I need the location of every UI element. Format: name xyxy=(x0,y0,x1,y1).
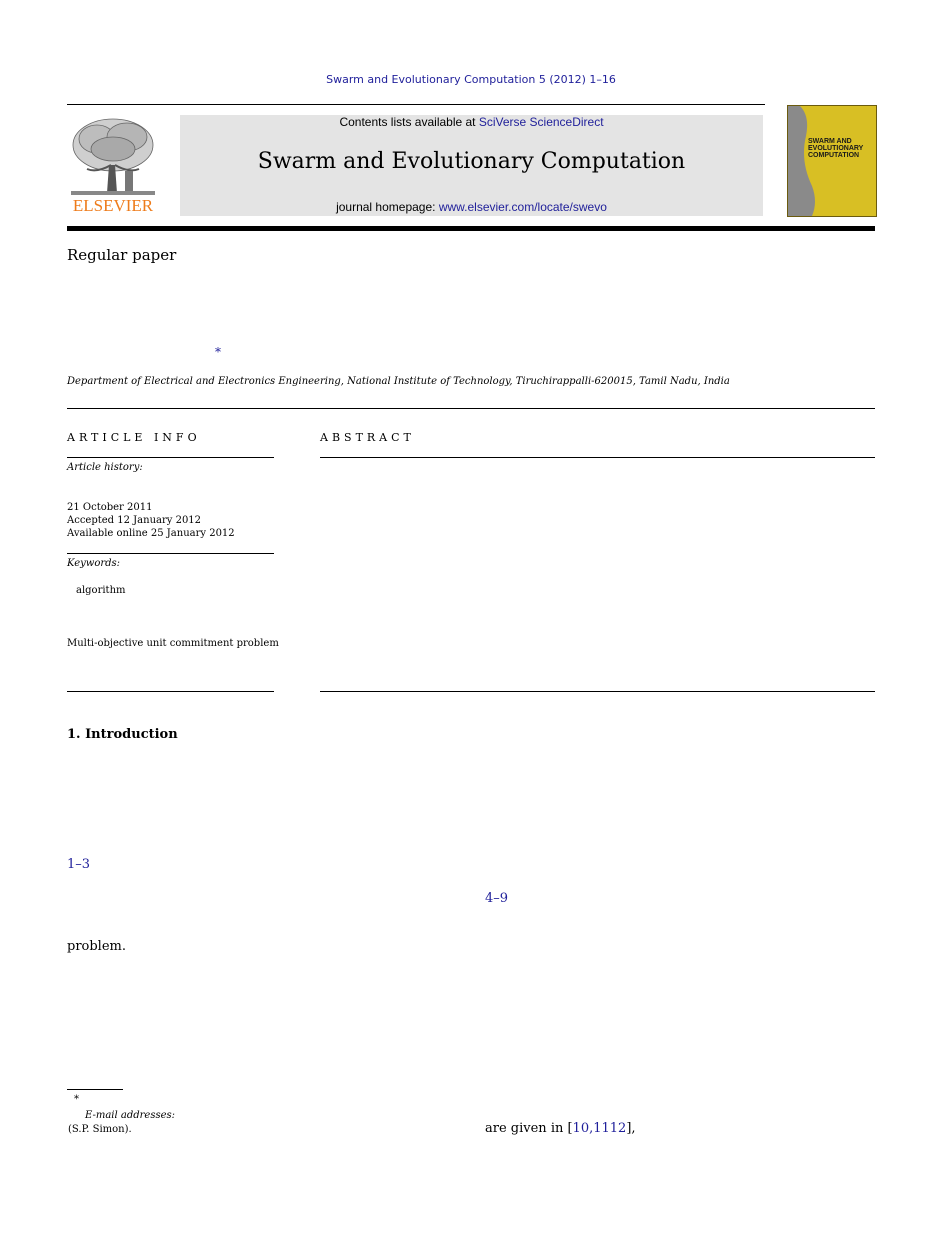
cover-title: SWARM AND EVOLUTIONARY COMPUTATION xyxy=(808,138,864,159)
reference-link[interactable]: 4–9 xyxy=(485,891,509,906)
abstract-heading: ABSTRACT xyxy=(320,431,415,444)
corresponding-author-mark[interactable]: * xyxy=(215,345,221,359)
footnote-rule xyxy=(67,1089,123,1090)
journal-citation[interactable]: Swarm and Evolutionary Computation 5 (2012) 1–16 xyxy=(326,73,616,86)
tree-logo-icon xyxy=(67,115,159,197)
keywords-label: Keywords: xyxy=(67,558,121,569)
info-heading-rule xyxy=(67,457,274,458)
elsevier-logo[interactable] xyxy=(67,115,159,216)
contents-prefix: Contents lists available at xyxy=(339,115,479,129)
header-thick-rule xyxy=(67,226,875,231)
section-heading: 1. Introduction xyxy=(67,727,178,742)
history-label: Article history: xyxy=(67,462,143,473)
info-bottom-rule xyxy=(67,691,274,692)
article-info-heading: ARTICLE INFO xyxy=(67,431,201,444)
journal-title: Swarm and Evolutionary Computation xyxy=(257,149,686,174)
footnote-mark: * xyxy=(74,1094,79,1105)
sciencedirect-link[interactable]: SciVerse ScienceDirect xyxy=(478,115,604,129)
keyword-item: algorithm xyxy=(76,585,126,596)
publisher-logo-text: ELSEVIER xyxy=(72,196,154,215)
journal-cover-image[interactable] xyxy=(787,105,877,217)
online-date: Available online 25 January 2012 xyxy=(67,528,235,539)
abstract-heading-rule xyxy=(320,457,875,458)
reference-prefix: are given in [ xyxy=(485,1121,573,1136)
homepage-link[interactable]: www.elsevier.com/locate/swevo xyxy=(438,200,607,214)
keywords-rule xyxy=(67,553,274,554)
body-text-fragment: problem. xyxy=(67,939,126,954)
contents-line xyxy=(180,115,763,129)
article-type: Regular paper xyxy=(67,246,177,264)
journal-header-box xyxy=(180,115,763,216)
homepage-line xyxy=(180,200,763,214)
cover-wave-icon xyxy=(788,106,876,216)
email-label: E-mail addresses: xyxy=(85,1110,176,1121)
header-top-rule xyxy=(67,104,765,105)
homepage-prefix: journal homepage: xyxy=(336,200,439,214)
reference-link[interactable]: 1–3 xyxy=(67,857,91,872)
reference-suffix: ], xyxy=(626,1121,636,1136)
reference-sentence xyxy=(485,1121,636,1136)
accepted-date: Accepted 12 January 2012 xyxy=(67,515,202,526)
received-date: 21 October 2011 xyxy=(67,502,153,513)
abstract-bottom-rule xyxy=(320,691,875,692)
reference-link[interactable]: 10,1112 xyxy=(572,1121,627,1136)
info-top-rule xyxy=(67,408,875,409)
author-affiliation: Department of Electrical and Electronics Engineering, National Institute of Technology, Tiruchirappalli-620015, Tamil Nadu, India xyxy=(67,376,730,387)
keyword-item: Multi-objective unit commitment problem xyxy=(67,638,279,649)
email-owner: (S.P. Simon). xyxy=(68,1124,132,1135)
